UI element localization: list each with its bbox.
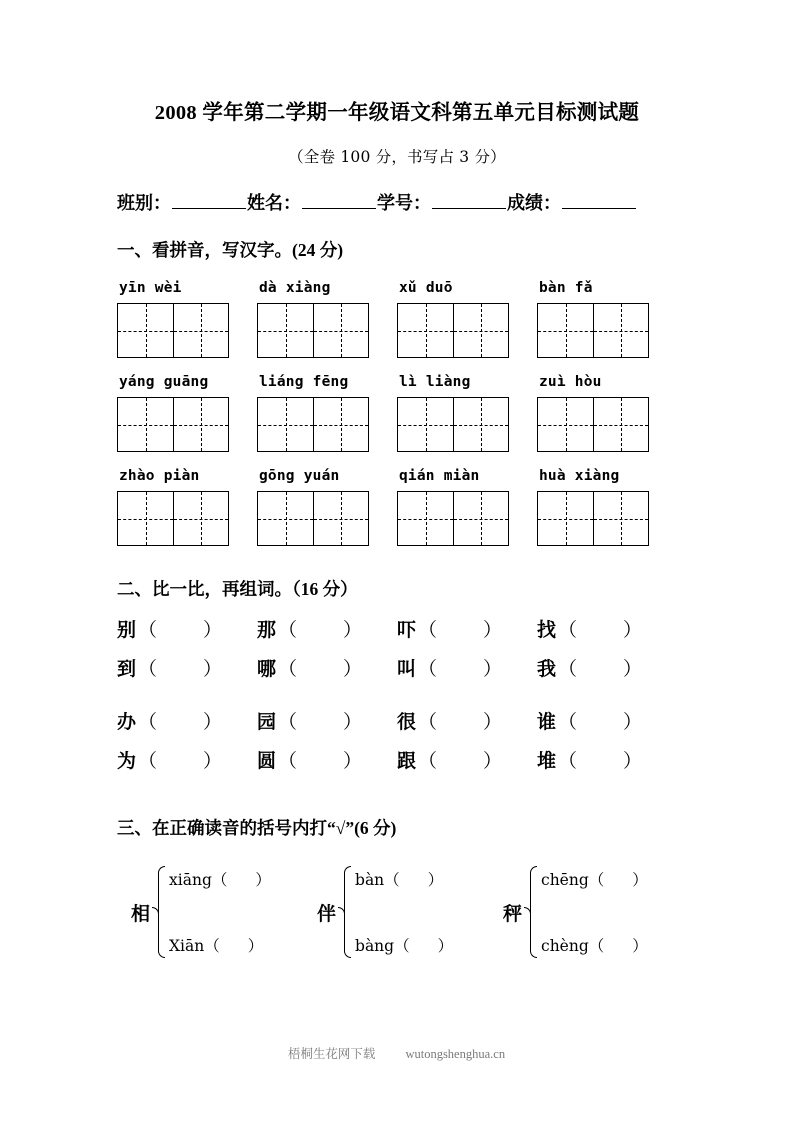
answer-parentheses[interactable] [589, 872, 648, 889]
pinyin-syllable: hòu [574, 374, 602, 390]
writing-grid-cell[interactable] [398, 304, 453, 357]
pinyin-syllable: guāng [163, 374, 209, 390]
paren-open: （ [558, 751, 578, 772]
paren-open: （ [588, 872, 605, 889]
answer-parentheses[interactable] [138, 707, 222, 734]
writing-grid-cell[interactable] [313, 304, 368, 357]
compare-character: 找 [537, 620, 557, 641]
curly-brace-icon [524, 866, 537, 958]
brace-option[interactable] [541, 934, 648, 956]
writing-grid-cell[interactable] [593, 304, 648, 357]
pinyin-text [397, 468, 537, 484]
paren-close: ） [203, 659, 223, 680]
pinyin-group [257, 280, 397, 358]
brace-option[interactable] [355, 934, 453, 956]
compare-item [537, 746, 677, 773]
compare-item [537, 615, 677, 642]
pinyin-group [537, 374, 677, 452]
paren-close: ） [343, 712, 363, 733]
page-content [117, 0, 677, 960]
paren-close: ） [483, 620, 503, 641]
paren-open: （ [418, 751, 438, 772]
paren-open: （ [558, 659, 578, 680]
section-3-heading: 三、在正确读音的括号内打“√”(6 分) [117, 818, 397, 838]
paren-open: （ [394, 938, 410, 955]
writing-grid-cell[interactable] [453, 398, 508, 451]
writing-grid-cell[interactable] [118, 398, 173, 451]
writing-grid[interactable] [537, 491, 649, 546]
writing-grid-cell[interactable] [313, 492, 368, 545]
answer-parentheses[interactable] [212, 872, 271, 889]
writing-grid-cell[interactable] [313, 398, 368, 451]
answer-parentheses[interactable] [278, 707, 362, 734]
paren-close: ） [623, 712, 643, 733]
student-info-line [117, 189, 677, 215]
paren-close: ） [632, 872, 648, 889]
brace-group [131, 864, 317, 960]
paren-close: ） [483, 751, 503, 772]
paren-close: ） [437, 938, 454, 955]
brace-group [503, 864, 689, 960]
answer-parentheses[interactable] [418, 654, 502, 681]
writing-grid-cell[interactable] [593, 492, 648, 545]
pinyin-syllable: duō [425, 280, 453, 296]
paren-close: ） [483, 659, 503, 680]
footer-site-url: wutongshenghua.cn [405, 1047, 506, 1061]
paren-open: （ [211, 872, 228, 889]
pinyin-syllable: xiàng [285, 280, 331, 296]
paren-close: ） [203, 712, 223, 733]
compare-item [257, 615, 397, 642]
brace-options [541, 866, 648, 958]
pinyin-text [257, 374, 397, 390]
paren-open: （ [138, 659, 158, 680]
answer-parentheses[interactable] [278, 615, 362, 642]
pinyin-syllable: zuì [539, 374, 566, 390]
info-blank-class[interactable] [172, 208, 246, 209]
info-label-class: 班别： [117, 193, 171, 213]
paren-close: ） [623, 620, 643, 641]
compare-row [117, 615, 677, 642]
brace-option[interactable] [169, 868, 271, 890]
answer-parentheses[interactable] [418, 615, 502, 642]
pinyin-syllable: bàn [539, 280, 566, 296]
compare-group [117, 707, 677, 773]
pinyin-option-label: bàng [355, 937, 395, 955]
compare-character: 别 [117, 620, 137, 641]
compare-item [257, 707, 397, 734]
compare-item [117, 746, 257, 773]
paren-open: （ [138, 620, 158, 641]
writing-grid[interactable] [117, 303, 229, 358]
pinyin-text [257, 468, 397, 484]
writing-grid-cell[interactable] [593, 398, 648, 451]
pinyin-syllable: qián [399, 468, 435, 484]
paren-close: ） [632, 938, 648, 955]
paren-open: （ [384, 872, 400, 889]
answer-parentheses[interactable] [278, 654, 362, 681]
curly-brace-icon [152, 866, 165, 958]
pinyin-syllable: wèi [154, 280, 182, 296]
compare-character: 园 [257, 712, 277, 733]
info-field-score [507, 189, 637, 215]
writing-grid-cell[interactable] [258, 304, 313, 357]
compare-row [117, 746, 677, 773]
pinyin-row [117, 280, 677, 358]
pinyin-option-label: xiāng [169, 871, 212, 889]
pinyin-group [537, 468, 677, 546]
compare-item [257, 654, 397, 681]
compare-item [397, 654, 537, 681]
pinyin-syllable: fēng [312, 374, 349, 390]
brace-character: 伴 [317, 903, 337, 925]
paren-open: （ [588, 938, 605, 955]
info-label-score: 成绩： [507, 193, 561, 213]
answer-parentheses[interactable] [204, 938, 263, 955]
info-blank-score[interactable] [562, 208, 636, 209]
answer-parentheses[interactable] [138, 654, 222, 681]
compare-character: 我 [537, 659, 557, 680]
paren-open: （ [418, 712, 438, 733]
answer-parentheses[interactable] [558, 615, 642, 642]
paren-close: ） [203, 620, 223, 641]
compare-row [117, 654, 677, 681]
pinyin-text [257, 280, 397, 296]
writing-grid-cell[interactable] [118, 304, 173, 357]
answer-parentheses[interactable] [418, 746, 502, 773]
pinyin-group [117, 374, 257, 452]
compare-item [397, 707, 537, 734]
writing-grid-cell[interactable] [398, 398, 453, 451]
compare-character: 那 [257, 620, 277, 641]
brace-character: 相 [131, 903, 151, 925]
pinyin-text [117, 374, 257, 390]
pinyin-option-label: chèng [541, 937, 589, 955]
pinyin-text [117, 280, 257, 296]
brace-group [317, 864, 503, 960]
section-1-heading: 一、看拼音，写汉字。(24 分) [117, 240, 344, 260]
paren-close: ） [247, 938, 264, 955]
writing-grid[interactable] [537, 397, 649, 452]
pinyin-syllable: huà [539, 468, 566, 484]
footer-site-name-cn: 梧桐生花网下载 [287, 1047, 376, 1061]
answer-parentheses[interactable] [558, 746, 642, 773]
compare-item [397, 746, 537, 773]
paren-open: （ [558, 620, 578, 641]
paren-close: ） [343, 620, 363, 641]
compare-character: 哪 [257, 659, 277, 680]
writing-grid-cell[interactable] [173, 398, 228, 451]
info-label-number: 学号： [377, 193, 431, 213]
brace-option[interactable] [541, 868, 648, 890]
pinyin-text [537, 280, 677, 296]
writing-grid-cell[interactable] [118, 492, 173, 545]
brace-option[interactable] [169, 934, 271, 956]
brace-options [169, 866, 271, 958]
answer-parentheses[interactable] [278, 746, 362, 773]
pinyin-group [397, 280, 537, 358]
pinyin-syllable: liàng [425, 374, 471, 390]
answer-parentheses[interactable] [394, 938, 453, 955]
paren-open: （ [418, 620, 438, 641]
compare-item [117, 654, 257, 681]
writing-grid-cell[interactable] [258, 492, 313, 545]
writing-grid[interactable] [397, 397, 509, 452]
answer-parentheses[interactable] [558, 654, 642, 681]
pinyin-syllable: miàn [443, 468, 480, 484]
writing-grid[interactable] [257, 397, 369, 452]
writing-grid-cell[interactable] [453, 304, 508, 357]
paren-close: ） [343, 659, 363, 680]
answer-parentheses[interactable] [138, 746, 222, 773]
pinyin-group [397, 374, 537, 452]
section-2-body [117, 615, 677, 773]
compare-character: 很 [397, 712, 417, 733]
paren-open: （ [558, 712, 578, 733]
pinyin-syllable: xǔ [399, 280, 417, 296]
pinyin-option-label: Xiān [169, 937, 205, 955]
pinyin-syllable: zhào [119, 468, 155, 484]
info-field-name [247, 189, 377, 215]
info-field-number [377, 189, 507, 215]
compare-item [537, 654, 677, 681]
pinyin-syllable: gōng [259, 468, 295, 484]
paren-close: ） [623, 751, 643, 772]
paren-close: ） [623, 659, 643, 680]
compare-item [397, 615, 537, 642]
section-2-heading: 二、比一比，再组词。（16 分） [117, 579, 358, 599]
writing-grid[interactable] [397, 303, 509, 358]
pinyin-syllable: xiàng [574, 468, 620, 484]
compare-character: 办 [117, 712, 137, 733]
pinyin-text [117, 468, 257, 484]
info-blank-number[interactable] [432, 208, 506, 209]
writing-grid-cell[interactable] [398, 492, 453, 545]
answer-parentheses[interactable] [418, 707, 502, 734]
pinyin-syllable: yīn [119, 280, 146, 296]
pinyin-option-label: chēng [541, 871, 589, 889]
writing-grid-cell[interactable] [538, 492, 593, 545]
writing-grid-cell[interactable] [173, 492, 228, 545]
answer-parentheses[interactable] [384, 872, 443, 889]
page-subtitle: （全卷 100 分，书写占 3 分） [288, 148, 506, 166]
compare-character: 为 [117, 751, 137, 772]
answer-parentheses[interactable] [558, 707, 642, 734]
pinyin-row [117, 374, 677, 452]
pinyin-row [117, 468, 677, 546]
pinyin-text [397, 280, 537, 296]
section-3-body [117, 864, 677, 960]
answer-parentheses[interactable] [138, 615, 222, 642]
pinyin-syllable: yáng [119, 374, 155, 390]
brace-character: 秤 [503, 903, 523, 925]
compare-item [537, 707, 677, 734]
pinyin-group [117, 468, 257, 546]
compare-character: 吓 [397, 620, 417, 641]
paren-open: （ [278, 712, 298, 733]
brace-options [355, 866, 453, 958]
compare-item [117, 615, 257, 642]
writing-grid-cell[interactable] [258, 398, 313, 451]
page-footer [0, 1044, 793, 1062]
paren-open: （ [138, 751, 158, 772]
paren-close: ） [343, 751, 363, 772]
compare-character: 叫 [397, 659, 417, 680]
pinyin-syllable: yuán [303, 468, 340, 484]
pinyin-text [397, 374, 537, 390]
pinyin-syllable: lì [399, 374, 417, 390]
pinyin-option-label: bàn [355, 871, 385, 889]
writing-grid-cell[interactable] [453, 492, 508, 545]
compare-item [117, 707, 257, 734]
compare-character: 堆 [537, 751, 557, 772]
paren-close: ） [483, 712, 503, 733]
paren-open: （ [278, 751, 298, 772]
page-title: 2008 学年第二学期一年级语文科第五单元目标测试题 [154, 102, 640, 124]
curly-brace-icon [338, 866, 351, 958]
pinyin-group [537, 280, 677, 358]
paren-close: ） [255, 872, 271, 889]
pinyin-group [257, 374, 397, 452]
pinyin-syllable: fǎ [574, 280, 593, 296]
pinyin-text [537, 374, 677, 390]
writing-grid[interactable] [257, 491, 369, 546]
writing-grid[interactable] [397, 491, 509, 546]
info-field-class [117, 189, 247, 215]
writing-grid-cell[interactable] [538, 304, 593, 357]
paren-open: （ [138, 712, 158, 733]
paren-open: （ [278, 659, 298, 680]
info-blank-name[interactable] [302, 208, 376, 209]
compare-character: 跟 [397, 751, 417, 772]
section-1-body [117, 280, 677, 546]
writing-grid[interactable] [117, 491, 229, 546]
brace-option[interactable] [355, 868, 453, 890]
compare-character: 圆 [257, 751, 277, 772]
compare-row [117, 707, 677, 734]
info-label-name: 姓名： [247, 193, 301, 213]
pinyin-group [397, 468, 537, 546]
compare-group [117, 615, 677, 681]
paren-open: （ [278, 620, 298, 641]
answer-parentheses[interactable] [589, 938, 648, 955]
writing-grid-cell[interactable] [173, 304, 228, 357]
paren-close: ） [203, 751, 223, 772]
pinyin-group [117, 280, 257, 358]
writing-grid[interactable] [537, 303, 649, 358]
compare-character: 到 [117, 659, 137, 680]
paren-open: （ [418, 659, 438, 680]
writing-grid-cell[interactable] [538, 398, 593, 451]
writing-grid[interactable] [117, 397, 229, 452]
paren-close: ） [427, 872, 444, 889]
paren-open: （ [204, 938, 220, 955]
pinyin-syllable: piàn [163, 468, 200, 484]
compare-item [257, 746, 397, 773]
writing-grid[interactable] [257, 303, 369, 358]
pinyin-text [537, 468, 677, 484]
pinyin-syllable: dà [259, 280, 277, 296]
pinyin-syllable: liáng [259, 374, 304, 390]
compare-character: 谁 [537, 712, 557, 733]
pinyin-group [257, 468, 397, 546]
